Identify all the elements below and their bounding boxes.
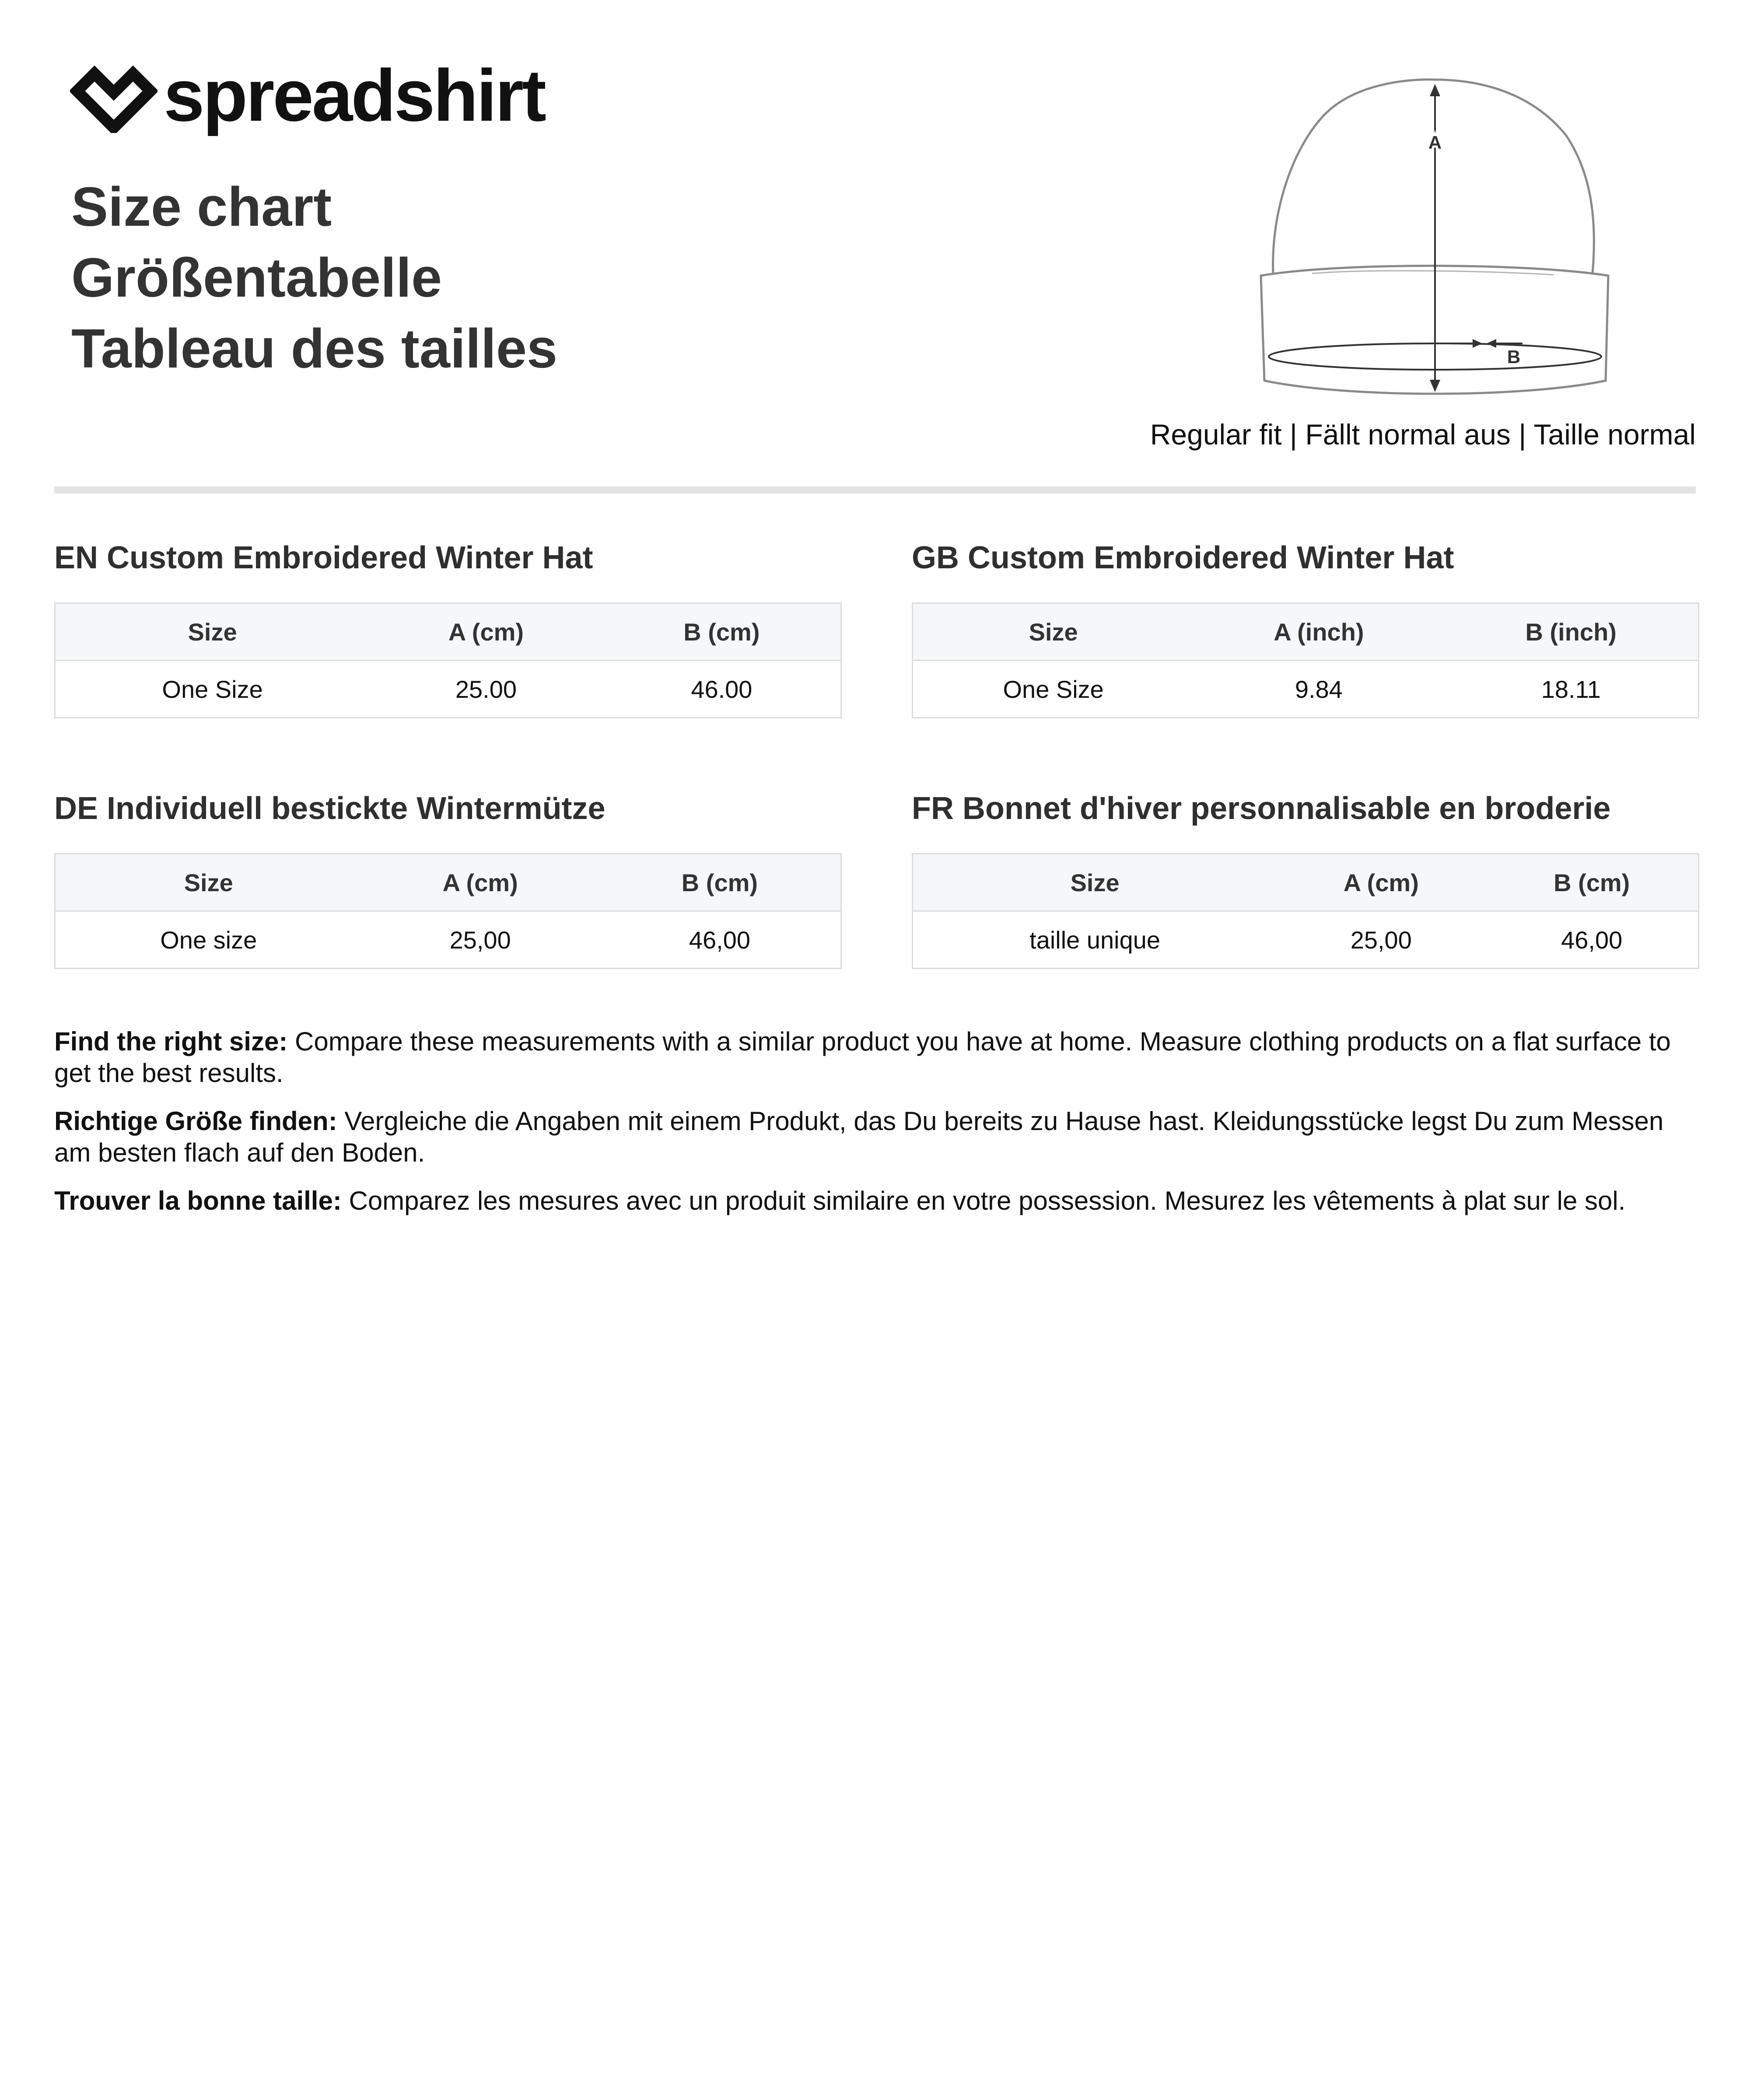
column-header: B (cm) xyxy=(603,603,841,661)
beanie-hat-measurement-icon xyxy=(1251,74,1619,398)
column-header: B (cm) xyxy=(1485,854,1698,911)
note-label: Find the right size: xyxy=(54,1027,288,1056)
page-titles xyxy=(71,172,557,384)
table-row xyxy=(55,661,841,718)
table-cell: taille unique xyxy=(913,911,1277,969)
note-text: Comparez les mesures avec un produit similaire en votre possession. Mesurez les vêtements à plat sur le sol. xyxy=(341,1186,1626,1215)
column-header: Size xyxy=(913,854,1277,911)
table-cell: 18.11 xyxy=(1444,661,1698,718)
column-header: A (cm) xyxy=(1277,854,1485,911)
section-heading: GB Custom Embroidered Winter Hat xyxy=(912,540,1454,575)
measure-label-a: A xyxy=(1428,132,1442,153)
table-header-row xyxy=(55,854,841,911)
size-section-en xyxy=(54,536,842,718)
note-fr xyxy=(54,1185,1699,1217)
table-header-row xyxy=(55,603,841,661)
table-header-row xyxy=(913,603,1699,661)
table-cell: 46,00 xyxy=(1485,911,1698,969)
brand-name: spreadshirt xyxy=(164,54,545,136)
note-text: Vergleiche die Angaben mit einem Produkt, das Du bereits zu Hause hast. Kleidungsstücke legst Du zum Messen am besten flach auf den Boden. xyxy=(54,1106,1664,1167)
section-heading: EN Custom Embroidered Winter Hat xyxy=(54,540,593,575)
note-text: Compare these measurements with a similar product you have at home. Measure clothing products on a flat surface to get the best results. xyxy=(54,1027,1671,1088)
section-heading: FR Bonnet d'hiver personnalisable en broderie xyxy=(912,791,1611,826)
column-header: Size xyxy=(55,603,370,661)
table-header-row xyxy=(913,854,1699,911)
table-row xyxy=(55,911,841,969)
column-header: Size xyxy=(55,854,362,911)
brand-logo xyxy=(70,54,545,136)
column-header: A (cm) xyxy=(361,854,598,911)
note-de xyxy=(54,1106,1699,1169)
fit-note: Regular fit | Fällt normal aus | Taille normal xyxy=(1150,418,1696,451)
sizing-notes xyxy=(54,1026,1699,1233)
title-fr: Tableau des tailles xyxy=(71,318,558,379)
divider xyxy=(54,486,1696,494)
column-header: Size xyxy=(913,603,1194,661)
size-section-de xyxy=(54,787,842,969)
table-cell: One Size xyxy=(913,661,1194,718)
table-row xyxy=(913,661,1699,718)
size-table xyxy=(54,853,842,969)
size-table xyxy=(912,602,1699,718)
table-cell: 46,00 xyxy=(599,911,841,969)
note-label: Trouver la bonne taille: xyxy=(54,1186,342,1215)
measure-label-b: B xyxy=(1507,346,1521,367)
column-header: A (inch) xyxy=(1194,603,1444,661)
title-de: Größentabelle xyxy=(71,247,442,308)
size-section-gb xyxy=(912,536,1699,718)
table-cell: 25,00 xyxy=(361,911,598,969)
table-cell: 46.00 xyxy=(603,661,841,718)
table-cell: 9.84 xyxy=(1194,661,1444,718)
note-en xyxy=(54,1026,1699,1089)
column-header: B (cm) xyxy=(599,854,841,911)
note-label: Richtige Größe finden: xyxy=(54,1106,337,1136)
size-table xyxy=(54,602,842,718)
column-header: A (cm) xyxy=(369,603,603,661)
table-cell: 25.00 xyxy=(369,661,603,718)
table-cell: One size xyxy=(55,911,362,969)
table-cell: One Size xyxy=(55,661,370,718)
column-header: B (inch) xyxy=(1444,603,1698,661)
table-row xyxy=(913,911,1699,969)
heart-outline-icon xyxy=(70,58,158,133)
title-en: Size chart xyxy=(71,176,332,238)
size-section-fr xyxy=(912,787,1699,969)
table-cell: 25,00 xyxy=(1277,911,1485,969)
size-table xyxy=(912,853,1699,969)
section-heading: DE Individuell bestickte Wintermütze xyxy=(54,791,606,826)
